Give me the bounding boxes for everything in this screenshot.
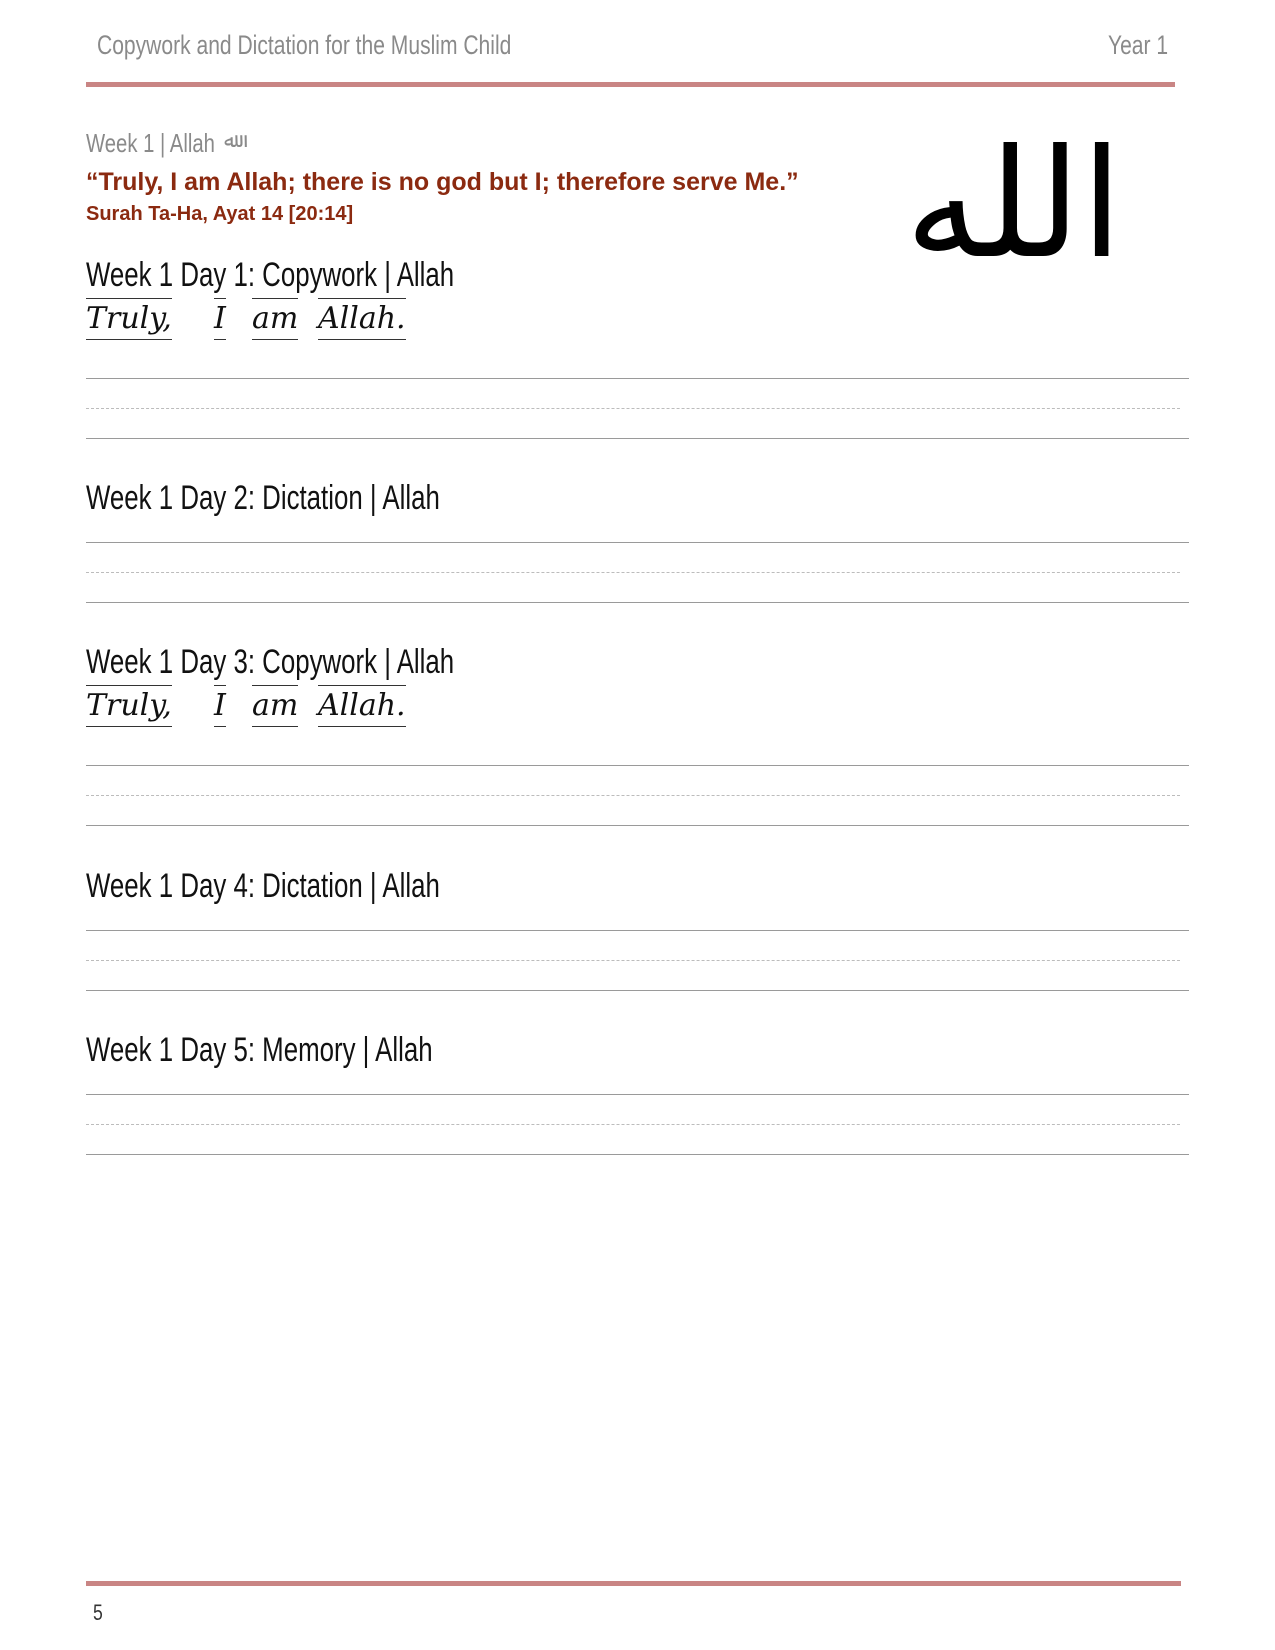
copy-word: am [252,298,298,340]
ayah-quote: “Truly, I am Allah; there is no god but I; therefore serve Me.” [86,168,799,196]
copy-word: Truly, [86,298,172,340]
allah-calligraphy-text: الله [905,118,1123,292]
week-label [86,128,251,159]
day5-writing-lines[interactable] [86,1094,1189,1156]
day2-heading: Week 1 Day 2: Dictation | Allah [86,479,440,517]
day4-heading: Week 1 Day 4: Dictation | Allah [86,867,440,905]
day3-writing-lines[interactable] [86,765,1189,827]
ayah-citation: Surah Ta-Ha, Ayat 14 [20:14] [86,203,354,225]
day2-writing-lines[interactable] [86,542,1189,604]
footer-rule [86,1581,1181,1586]
allah-ligature: ﷲ [224,128,236,152]
year-label: Year 1 [1107,30,1168,60]
day1-writing-lines[interactable] [86,378,1189,440]
day3-heading: Week 1 Day 3: Copywork | Allah [86,643,455,681]
book-title: Copywork and Dictation for the Muslim Child [97,30,512,60]
copy-word: am [252,685,298,727]
page-number: 5 [93,1600,103,1625]
header-rule [86,82,1175,87]
copy-word: Truly, [86,685,172,727]
allah-calligraphy [905,118,1123,310]
copy-word: I [214,685,226,727]
day5-heading: Week 1 Day 5: Memory | Allah [86,1031,433,1069]
copy-word: I [214,298,226,340]
day4-writing-lines[interactable] [86,930,1189,992]
week-label-text: Week 1 | Allah [86,128,215,158]
copy-word: Allah. [318,685,406,727]
copy-word: Allah. [318,298,406,340]
day1-heading: Week 1 Day 1: Copywork | Allah [86,256,455,294]
